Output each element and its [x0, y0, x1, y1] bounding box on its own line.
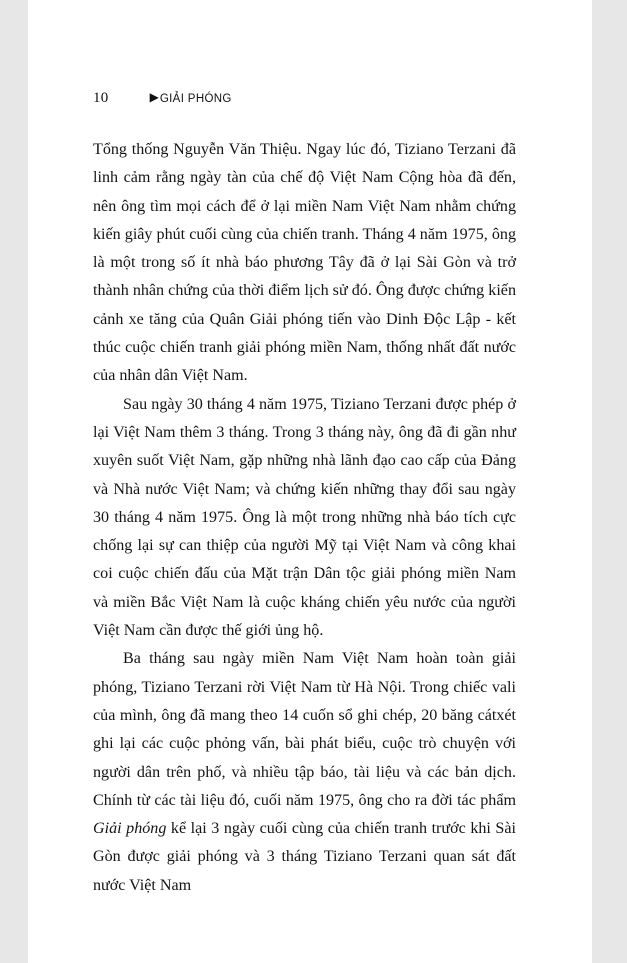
page-number: 10	[93, 90, 109, 106]
paragraph-3-segment-3: kể lại 3 ngày cuối cùng của chiến tranh trước khi Sài Gòn được giải phóng và 3 tháng Tiziano Terzani quan sát đất nước Việt Nam	[93, 820, 516, 894]
running-head-title: GIẢI PHÓNG	[159, 93, 232, 105]
paragraph-3	[93, 645, 516, 900]
right-pointing-triangle-icon: ▶	[149, 90, 159, 104]
book-page	[28, 0, 592, 963]
body-text-block	[93, 136, 516, 900]
book-title-italic: Giải phóng	[93, 820, 167, 838]
viewer-gutter-right	[592, 0, 627, 963]
paragraph-2: Sau ngày 30 tháng 4 năm 1975, Tiziano Terzani được phép ở lại Việt Nam thêm 3 tháng. Trong 3 tháng này, ông đã đi gần như xuyên suốt Việt Nam, gặp những nhà lãnh đạo cao cấp của Đảng và Nhà nước Việt Nam; và chứng kiến những thay đổi sau ngày 30 tháng 4 năm 1975. Ông là một trong những nhà báo tích cực chống lại sự can thiệp của người Mỹ tại Việt Nam và công khai coi cuộc chiến đấu của Mặt trận Dân tộc giải phóng miền Nam và miền Bắc Việt Nam là cuộc kháng chiến yêu nước của người Việt Nam cần được thế giới ủng hộ.	[93, 395, 516, 640]
page-content-area	[28, 0, 592, 963]
paragraph-3-segment-1: Ba tháng sau ngày miền Nam Việt Nam hoàn toàn giải phóng, Tiziano Terzani rời Việt Nam từ Hà Nội. Trong chiếc vali của mình, ông đã mang theo 14 cuốn sổ ghi chép, 20 băng cátxét ghi lại các cuộc phỏng vấn, bài phát biểu, cuộc trò chuyện với người dân trên phố, và nhiều tập báo, tài liệu và các bản dịch. Chính từ các tài liệu đó, cuối năm 1975, ông cho ra đời tác phẩm	[93, 650, 516, 809]
viewer-gutter-left	[0, 0, 28, 963]
paragraph-1: Tổng thống Nguyễn Văn Thiệu. Ngay lúc đó, Tiziano Terzani đã linh cảm rằng ngày tàn của chế độ Việt Nam Cộng hòa đã đến, nên ông tìm mọi cách để ở lại miền Nam Việt Nam nhằm chứng kiến giây phút cuối cùng của chiến tranh. Tháng 4 năm 1975, ông là một trong số ít nhà báo phương Tây đã ở lại Sài Gòn và trở thành nhân chứng của thời điểm lịch sử đó. Ông được chứng kiến cảnh xe tăng của Quân Giải phóng tiến vào Dinh Độc Lập - kết thúc cuộc chiến tranh giải phóng miền Nam, thống nhất đất nước của nhân dân Việt Nam.	[93, 141, 516, 385]
running-head	[93, 90, 523, 110]
